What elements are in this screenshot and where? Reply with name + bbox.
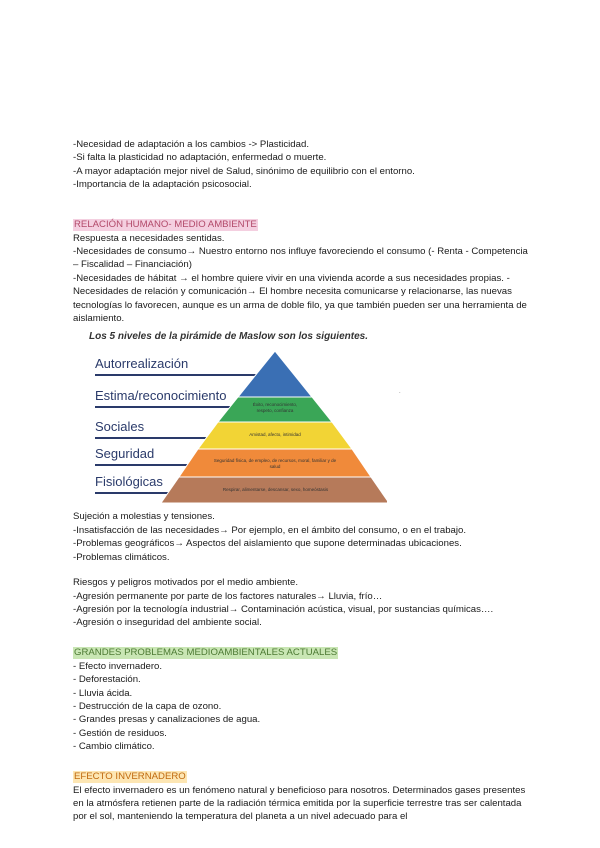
pyramid-level-label: Sociales [95,419,145,435]
intro-line: -Si falta la plasticidad no adaptación, enfermedad o muerte. [73,152,327,164]
intro-line: -A mayor adaptación mejor nivel de Salud, sinónimo de equilibrio con el entorno. [73,165,415,177]
paragraph-line: Riesgos y peligros motivados por el medio ambiente. [73,577,299,589]
tier-description: Respirar, alimentarse, descansar, sexo, homeóstasis [222,487,329,493]
pyramid-graphic [87,331,387,506]
section-sujecion [73,510,533,564]
paragraph-line: -Necesidades de consumo→ Nuestro entorno nos influye favoreciendo el consumo (- Renta - Competencia – Fiscalidad – Financiación) [73,246,528,271]
list-item: - Grandes presas y canalizaciones de agua. [73,714,261,726]
list-item: - Cambio climático. [73,741,155,753]
list-item: - Gestión de residuos. [73,727,167,739]
tier-description: Éxito, reconocimiento, respeto, confianza [252,402,298,413]
intro-line: -Importancia de la adaptación psicosocial. [73,179,252,191]
section-problemas [73,642,533,754]
list-item: - Efecto invernadero. [73,660,163,672]
pyramid-level-label: Fisiológicas [95,474,163,490]
pyramid-level-label: Seguridad [95,446,155,462]
paragraph-line: -Insatisfacción de las necesidades→ Por ejemplo, en el ámbito del consumo, o en el trabajo. [73,524,467,536]
paragraph-line: Respuesta a necesidades sentidas. [73,232,225,244]
paragraph-line: El efecto invernadero es un fenómeno natural y beneficioso para nosotros. Determinados gases presentes en la atmósfera retienen parte de la radiación térmica emitida por la superficie terrestre tras ser calentada por el sol, manteniendo la temperatura del planeta a un nivel adecuado para el [73,784,526,823]
paragraph-line: -Agresión permanente por parte de los factores naturales→ Lluvia, frío… [73,590,383,602]
figure-caption: Los 5 niveles de la pirámide de Maslow son los siguientes. [89,331,368,343]
section-heading: RELACIÓN HUMANO- MEDIO AMBIENTE [74,218,257,230]
intro-line: -Necesidad de adaptación a los cambios -> Plasticidad. [73,139,309,150]
section-heading: GRANDES PROBLEMAS MEDIOAMBIENTALES ACTUALES [74,646,338,658]
section-riesgos [73,576,533,630]
tier-description: Seguridad física, de empleo, de recursos, moral, familiar y de salud [213,458,337,469]
pyramid-level-label: Estima/reconocimiento [95,388,227,404]
paragraph-line: Sujeción a molestias y tensiones. [73,511,215,523]
section-efecto-invernadero [73,766,533,824]
paragraph-line: -Agresión o inseguridad del ambiente social. [73,617,262,629]
paragraph-line: -Necesidades de hábitat → el hombre quiere vivir en una vivienda acorde a sus necesidades propias. -Necesidades de relación y comunicación→ El hombre necesita comunicarse y relacionarse, las nuevas tecnologías lo favorecen, aunque es un arma de doble filo, ya que también pueden ser una herramienta de aislamiento. [73,272,527,325]
pyramid-tier-autorrealizacion [238,351,312,397]
tier-description: Amistad, afecto, intimidad [249,432,301,438]
document-page [73,138,533,824]
list-item: - Deforestación. [73,674,141,686]
list-item: - Destrucción de la capa de ozono. [73,700,222,712]
list-item: - Lluvia ácida. [73,687,133,699]
paragraph-line: -Agresión por la tecnología industrial→ Contaminación acústica, visual, por sustancias químicas…. [73,603,494,615]
section-heading: EFECTO INVERNADERO [74,770,186,782]
section-relacion [73,214,533,326]
pyramid-level-label: Autorrealización [95,356,189,372]
paragraph-line: -Problemas climáticos. [73,551,170,563]
stray-dot: . [399,389,401,396]
paragraph-line: -Problemas geográficos→ Aspectos del aislamiento que supone determinadas ubicaciones. [73,538,462,550]
maslow-pyramid-figure [87,331,401,506]
intro-block [73,138,533,192]
